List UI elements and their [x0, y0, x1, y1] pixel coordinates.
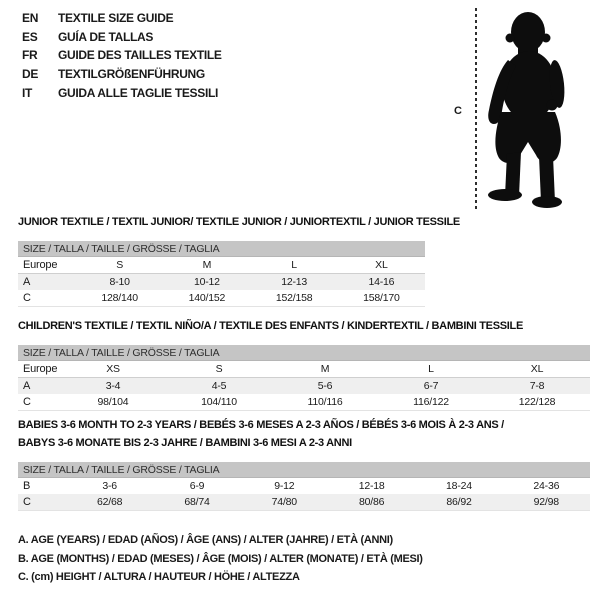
- height-cell: 104/110: [201, 396, 237, 408]
- height-cell: 110/116: [307, 396, 343, 408]
- size-cell: M: [202, 259, 212, 271]
- age-cell: 9-12: [274, 480, 295, 492]
- height-cell: 62/68: [97, 496, 123, 508]
- age-cell: 8-10: [109, 276, 130, 288]
- row-label: A: [23, 380, 31, 392]
- row-label: C: [23, 292, 31, 304]
- height-measure-dotted-line: [475, 8, 477, 209]
- junior-section-title: JUNIOR TEXTILE / TEXTIL JUNIOR/ TEXTILE JUNIOR / JUNIORTEXTIL / JUNIOR TESSILE: [18, 216, 460, 228]
- row-label: Europe: [23, 363, 58, 375]
- age-cell: 6-7: [423, 380, 439, 392]
- height-cell: 140/152: [188, 292, 226, 304]
- language-row-it: [22, 83, 222, 102]
- age-cell: 3-6: [102, 480, 117, 492]
- height-cell: 116/122: [413, 396, 449, 408]
- age-cell: 10-12: [193, 276, 220, 288]
- language-list: [22, 9, 222, 102]
- row-label: C: [23, 496, 31, 508]
- language-label: GUIDA ALLE TAGLIE TESSILI: [58, 85, 219, 100]
- size-cell: L: [428, 363, 434, 375]
- language-label: TEXTILGRÖßENFÜHRUNG: [58, 67, 205, 82]
- babies-title-line1: BABIES 3-6 MONTH TO 2-3 YEARS / BEBÉS 3-6 MESES A 2-3 AÑOS / BÉBÉS 3-6 MOIS À 2-3 ANS /: [18, 419, 504, 431]
- language-row-fr: [22, 46, 222, 65]
- language-code: ES: [22, 29, 38, 44]
- table-row-europe: [18, 257, 425, 274]
- height-cell: 98/104: [97, 396, 129, 408]
- size-cell: L: [291, 259, 297, 271]
- table-row-age-months: [18, 478, 590, 494]
- age-cell: 3-4: [105, 380, 121, 392]
- toddler-silhouette-image: [486, 6, 588, 208]
- table-row-height: [18, 290, 425, 306]
- language-code: EN: [22, 11, 39, 26]
- height-cell: 122/128: [518, 396, 556, 408]
- size-header-bar: SIZE / TALLA / TAILLE / GRÖSSE / TAGLIA: [18, 345, 590, 361]
- language-row-de: [22, 65, 222, 84]
- row-label: B: [23, 480, 31, 492]
- size-cell: M: [320, 363, 330, 375]
- age-cell: 7-8: [529, 380, 545, 392]
- height-cell: 74/80: [271, 496, 297, 508]
- children-section-title: CHILDREN'S TEXTILE / TEXTIL NIÑO/A / TEXTILE DES ENFANTS / KINDERTEXTIL / BAMBINI TESSILE: [18, 320, 523, 332]
- language-row-es: [22, 28, 222, 47]
- size-cell: XS: [106, 363, 120, 375]
- table-row-age: [18, 378, 590, 394]
- language-code: DE: [22, 67, 39, 82]
- height-cell: 80/86: [359, 496, 385, 508]
- height-cell: 68/74: [184, 496, 210, 508]
- junior-size-table: [18, 241, 425, 307]
- babies-title-line2: BABYS 3-6 MONATE BIS 2-3 JAHRE / BAMBINI 3-6 MESI A 2-3 ANNI: [18, 437, 352, 449]
- babies-size-table: [18, 462, 590, 511]
- legend-notes: [18, 531, 423, 587]
- note-age-months: B. AGE (MONTHS) / EDAD (MESES) / ÂGE (MOIS) / ALTER (MONATE) / ETÀ (MESI): [18, 552, 423, 565]
- height-cell: 86/92: [446, 496, 472, 508]
- age-cell: 6-9: [189, 480, 205, 492]
- language-label: GUÍA DE TALLAS: [58, 29, 154, 44]
- language-code: FR: [22, 48, 38, 63]
- row-label: Europe: [23, 259, 58, 271]
- language-code: IT: [22, 85, 33, 100]
- size-cell: S: [215, 363, 223, 375]
- size-cell: XL: [375, 259, 388, 271]
- age-cell: 18-24: [446, 480, 472, 492]
- size-header-bar: SIZE / TALLA / TAILLE / GRÖSSE / TAGLIA: [18, 241, 425, 257]
- note-height-cm: C. (cm) HEIGHT / ALTURA / HAUTEUR / HÖHE / ALTEZZA: [18, 571, 300, 584]
- size-cell: S: [116, 259, 124, 271]
- height-cell: 128/140: [101, 292, 138, 304]
- age-cell: 5-6: [317, 380, 333, 392]
- row-label: A: [23, 276, 31, 288]
- table-row-height: [18, 394, 590, 410]
- size-cell: XL: [530, 363, 544, 375]
- table-row-age: [18, 274, 425, 290]
- children-size-table: [18, 345, 590, 411]
- language-label: GUIDE DES TAILLES TEXTILE: [58, 48, 222, 63]
- age-cell: 12-13: [281, 276, 308, 288]
- table-row-europe: [18, 361, 590, 378]
- language-label: TEXTILE SIZE GUIDE: [58, 11, 174, 26]
- age-cell: 14-16: [368, 276, 395, 288]
- row-label: C: [23, 396, 31, 408]
- babies-section-title: [18, 416, 504, 452]
- table-row-height: [18, 494, 590, 510]
- height-cell: 158/170: [363, 292, 400, 304]
- size-header-bar: SIZE / TALLA / TAILLE / GRÖSSE / TAGLIA: [18, 462, 590, 478]
- age-cell: 24-36: [533, 480, 560, 492]
- note-age-years: A. AGE (YEARS) / EDAD (AÑOS) / ÂGE (ANS) / ALTER (JAHRE) / ETÀ (ANNI): [18, 534, 393, 546]
- language-row-en: [22, 9, 222, 28]
- height-measure-label: C: [454, 105, 462, 117]
- age-cell: 12-18: [358, 480, 385, 492]
- height-cell: 92/98: [533, 496, 559, 508]
- age-cell: 4-5: [211, 380, 227, 392]
- height-cell: 152/158: [275, 292, 313, 304]
